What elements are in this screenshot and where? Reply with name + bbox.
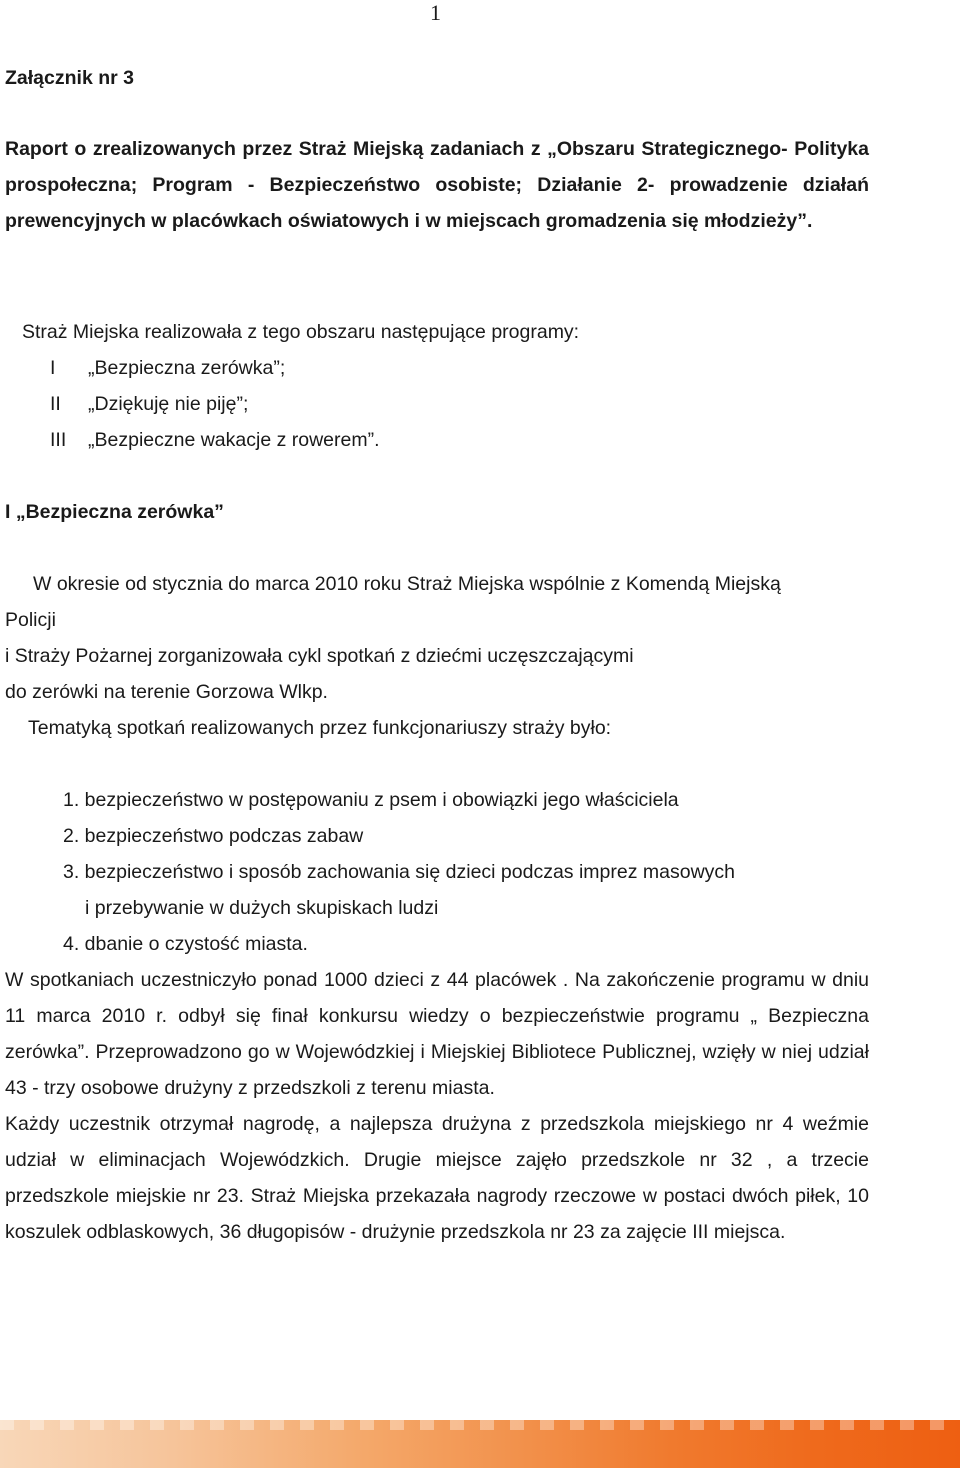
attachment-label: Załącznik nr 3 — [5, 67, 134, 89]
program-number: II — [50, 393, 61, 415]
topic-item: 2. bezpieczeństwo podczas zabaw — [63, 825, 364, 847]
report-title: Raport o zrealizowanych przez Straż Miejską zadaniach z „Obszaru Strategicznego- Polityka prospołeczna; Program - Bezpieczeństwo osobiste; Działanie 2- prowadzenie działań prewencyjnych w placówkach oświatowych i w miejscach gromadzenia się młodzieży”. — [5, 138, 869, 232]
topics-list — [63, 782, 735, 962]
program-item — [50, 386, 380, 422]
results-paragraph: Każdy uczestnik otrzymał nagrodę, a najlepsza drużyna z przedszkola miejskiego nr 4 weźmie udział w eliminacjach Wojewódzkich. Drugie miejsce zajęło przedszkole nr 32 , a trzecie przedszkole miejskie nr 23. Straż Miejska przekazała nagrody rzeczowe w postaci dwóch piłek, 10 koszulek odblaskowych, 36 długopisów - drużynie przedszkola nr 23 za zajęcie III miejsca. — [5, 1113, 869, 1243]
program-item — [50, 422, 380, 458]
programs-list — [50, 350, 380, 458]
summary-paragraph: W spotkaniach uczestniczyło ponad 1000 dzieci z 44 placówek . Na zakończenie programu w dniu 11 marca 2010 r. odbył się finał konkursu wiedzy o bezpieczeństwie programu „ Bezpieczna zerówka”. Przeprowadzono go w Wojewódzkiej i Miejskiej Bibliotece Publicznej, wzięły w niej udział 43 - trzy osobowe drużyny z przedszkoli z terenu miasta. — [5, 969, 869, 1099]
section-heading: I „Bezpieczna zerówka” — [5, 501, 224, 523]
programs-intro: Straż Miejska realizowała z tego obszaru następujące programy: — [22, 321, 580, 343]
topic-continuation: i przebywanie w dużych skupiskach ludzi — [85, 897, 439, 919]
topic-text: 3. bezpieczeństwo i sposób zachowania się dzieci podczas imprez masowych — [63, 861, 735, 883]
summary-paragraphs — [5, 962, 869, 1250]
topic-item — [63, 854, 735, 926]
paragraph-line: i Straży Pożarnej zorganizowała cykl spotkań z dziećmi uczęszczającymi — [5, 645, 634, 667]
paragraph-line: W okresie od stycznia do marca 2010 roku Straż Miejska wspólnie z Komendą Miejską — [33, 573, 781, 595]
topics-intro: Tematyką spotkań realizowanych przez funkcjonariuszy straży było: — [28, 717, 612, 739]
program-number: III — [50, 429, 67, 451]
program-number: I — [50, 357, 56, 379]
topic-item: 4. dbanie o czystość miasta. — [63, 933, 308, 955]
footer-decorative-bar — [0, 1420, 960, 1468]
paragraph-line: Policji — [5, 609, 56, 631]
program-label: „Bezpieczne wakacje z rowerem”. — [88, 429, 380, 451]
topic-item: 1. bezpieczeństwo w postępowaniu z psem i obowiązki jego właściciela — [63, 789, 679, 811]
program-label: „Bezpieczna zerówka”; — [88, 357, 286, 379]
program-label: „Dziękuję nie piję”; — [88, 393, 249, 415]
program-item — [50, 350, 380, 386]
section-paragraph — [5, 566, 869, 710]
paragraph-line: do zerówki na terenie Gorzowa Wlkp. — [5, 681, 328, 703]
page-number: 1 — [430, 0, 441, 25]
